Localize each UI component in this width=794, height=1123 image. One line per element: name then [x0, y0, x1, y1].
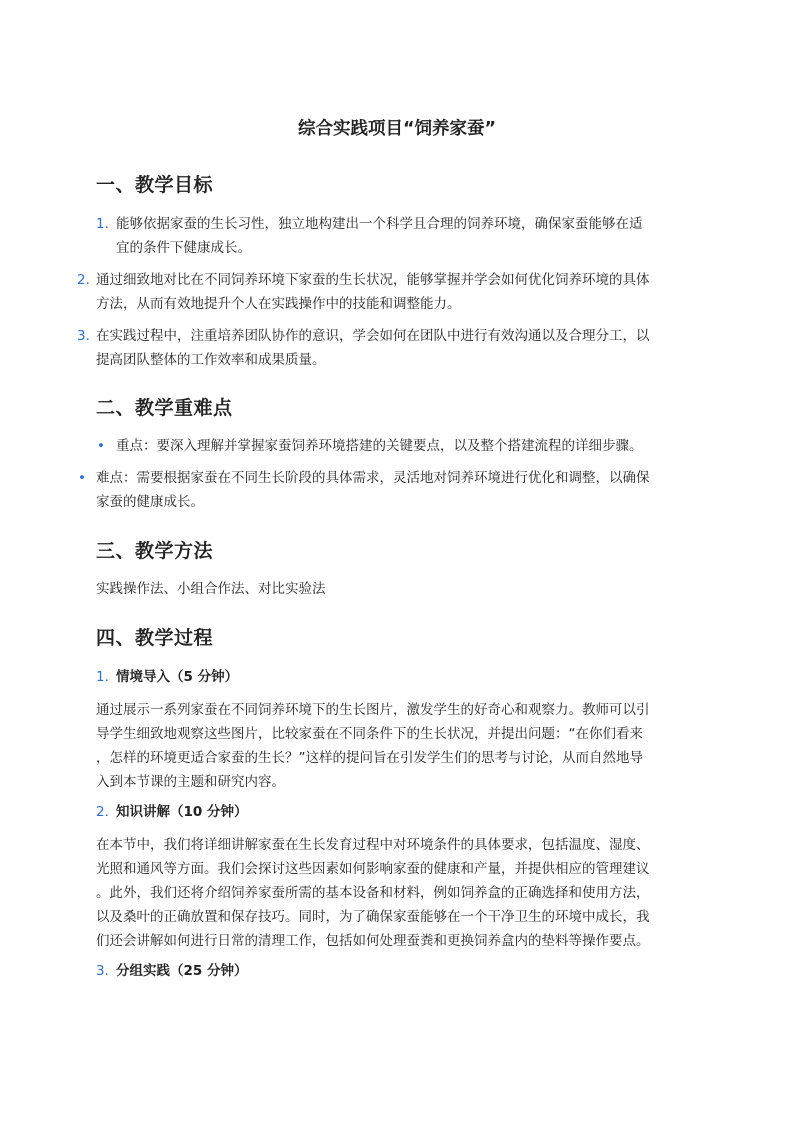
paragraph-line: 以及桑叶的正确放置和保存技巧。同时，为了确保家蚕能够在一个干净卫生的环境中成长，我 — [96, 909, 650, 925]
list-item-text: 提高团队整体的工作效率和成果质量。 — [96, 352, 326, 368]
paragraph-line: 入到本节课的主题和研究内容。 — [96, 774, 285, 790]
list-item-text: 在实践过程中，注重培养团队协作的意识，学会如何在团队中进行有效沟通以及合理分工，以 — [96, 328, 650, 344]
list-item-text: 宜的条件下健康成长。 — [116, 240, 251, 256]
document-title: 综合实践项目“饲养家蚕” — [297, 119, 496, 139]
list-marker: 3. — [77, 328, 90, 344]
paragraph-line: 导学生细致地观察这些图片，比较家蚕在不同条件下的生长状况，并提出问题：“在你们看来 — [96, 726, 643, 742]
list-item-text: 能够依据家蚕的生长习性，独立地构建出一个科学且合理的饲养环境，确保家蚕能够在适 — [116, 216, 643, 232]
paragraph-line: ，怎样的环境更适合家蚕的生长？”这样的提问旨在引发学生们的思考与讨论，从而自然地导 — [96, 750, 643, 766]
step-label: 分组实践（25 分钟） — [116, 963, 248, 979]
list-item-text: 重点：要深入理解并掌握家蚕饲养环境搭建的关键要点，以及整个搭建流程的详细步骤。 — [116, 438, 643, 454]
list-item-text: 方法，从而有效地提升个人在实践操作中的技能和调整能力。 — [96, 296, 461, 312]
list-marker: 1. — [96, 216, 109, 232]
step-marker: 1. — [96, 669, 109, 685]
paragraph-line: 光照和通风等方面。我们会探讨这些因素如何影响家蚕的健康和产量，并提供相应的管理建议 — [96, 861, 650, 877]
list-item-text: 家蚕的健康成长。 — [96, 494, 204, 510]
paragraph-line: 们还会讲解如何进行日常的清理工作，包括如何处理蚕粪和更换饲养盒内的垫料等操作要点。 — [96, 933, 650, 949]
list-marker: 2. — [77, 272, 90, 288]
section-heading-key-points: 二、教学重难点 — [96, 397, 233, 419]
paragraph-line: 通过展示一系列家蚕在不同饲养环境下的生长图片，激发学生的好奇心和观察力。教师可以引 — [96, 702, 650, 718]
list-item-text: 难点：需要根据家蚕在不同生长阶段的具体需求，灵活地对饲养环境进行优化和调整，以确保 — [96, 470, 650, 486]
bullet-marker: • — [97, 438, 105, 454]
section-heading-goals: 一、教学目标 — [96, 174, 214, 196]
paragraph-line: 。此外，我们还将介绍饲养家蚕所需的基本设备和材料，例如饲养盒的正确选择和使用方法， — [96, 885, 650, 901]
list-item-text: 通过细致地对比在不同饲养环境下家蚕的生长状况，能够掌握并学会如何优化饲养环境的具体 — [96, 272, 650, 288]
methods-text: 实践操作法、小组合作法、对比实验法 — [96, 581, 326, 597]
step-label: 情境导入（5 分钟） — [116, 669, 239, 685]
section-heading-methods: 三、教学方法 — [96, 540, 214, 562]
bullet-marker: • — [78, 470, 86, 486]
step-label: 知识讲解（10 分钟） — [116, 804, 248, 820]
step-marker: 2. — [96, 804, 109, 820]
section-heading-process: 四、教学过程 — [96, 627, 214, 649]
paragraph-line: 在本节中，我们将详细讲解家蚕在生长发育过程中对环境条件的具体要求，包括温度、湿度、 — [96, 837, 650, 853]
step-marker: 3. — [96, 963, 109, 979]
